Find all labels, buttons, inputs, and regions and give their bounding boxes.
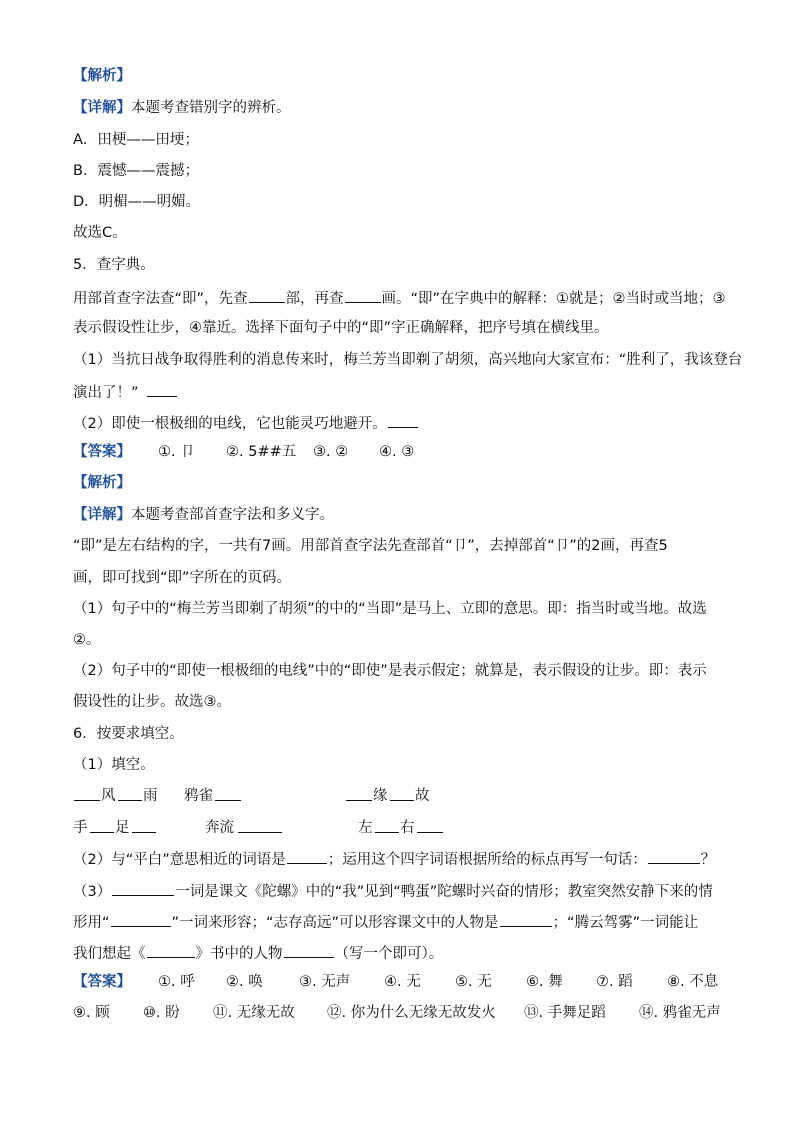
option-d: D．明楣——明媚。 xyxy=(73,194,201,210)
blank-s2[interactable] xyxy=(388,412,418,428)
option-b: B．震憾——震撼； xyxy=(73,163,199,179)
q6-sub3-g: 》书中的人物 xyxy=(195,946,283,962)
blank-sub2-word[interactable] xyxy=(287,848,327,864)
q5-line1-b: 部，再查 xyxy=(285,291,344,307)
blank-r2-3[interactable] xyxy=(238,817,282,833)
q6-answer-9: ⑨. 顾 xyxy=(73,1005,110,1021)
q5-sentence1-b-line xyxy=(73,381,178,403)
blank-s1[interactable] xyxy=(147,381,177,397)
blank-sub3-3[interactable] xyxy=(500,911,552,927)
q6-answer-4: ④. 无 xyxy=(384,974,421,990)
r1-c1: 风 xyxy=(101,788,116,804)
blank-r1-2[interactable] xyxy=(118,785,142,801)
q5-sentence2-line xyxy=(73,412,419,434)
q6-answer-11: ⑪. 无缘无故 xyxy=(213,1005,295,1021)
q6-title: 6．按要求填空。 xyxy=(73,726,184,742)
q6-answer-13: ⑬. 手舞足蹈 xyxy=(524,1005,606,1021)
q5-line2: 表示假设性让步，④靠近。选择下面句子中的“即”字正确解释，把序号填在横线里。 xyxy=(73,320,609,336)
detail-line xyxy=(73,98,291,118)
q6-answer-10: ⑩. 盼 xyxy=(143,1005,180,1021)
blank-radical[interactable] xyxy=(249,287,285,303)
q6-answer-8: ⑧. 不息 xyxy=(667,974,719,990)
blank-strokes[interactable] xyxy=(345,287,381,303)
q5-answer-label: 【答案】 xyxy=(73,444,131,460)
q5-detail-label: 【详解】 xyxy=(73,507,131,523)
conclusion: 故选C。 xyxy=(73,225,127,241)
q6-answer-label: 【答案】 xyxy=(73,974,131,990)
q6-sub3-b: 一词是课文《陀螺》中的“我”见到“鸭蛋”陀螺时兴奋的情形；教室突然安静下来的情 xyxy=(175,884,713,900)
r1-c4: 缘 xyxy=(373,788,388,804)
q6-sub2-c: ？ xyxy=(700,852,716,868)
q5-p3: （1）句子中的“梅兰芳当即剃了胡须”的中的“当即”是马上、立即的意思。即：指当时或当地。故选 xyxy=(73,601,707,617)
blank-r2-2[interactable] xyxy=(132,817,156,833)
q6-answer-7: ⑦. 蹈 xyxy=(596,974,633,990)
q6-sub3-line2 xyxy=(73,911,698,933)
blank-sub3-5[interactable] xyxy=(284,942,334,958)
detail-label: 【详解】 xyxy=(73,100,131,116)
blank-sub3-1[interactable] xyxy=(112,880,174,896)
blank-r2-1[interactable] xyxy=(90,817,114,833)
q6-sub3-line3 xyxy=(73,942,443,964)
r1-c2: 雨 xyxy=(143,788,158,804)
q5-sentence2: （2）即使一根极细的电线，它也能灵巧地避开。 xyxy=(73,416,387,432)
analysis-label: 【解析】 xyxy=(73,68,131,84)
q6-sub3-c: 形用“ xyxy=(73,915,110,931)
q6-sub3-f: 我们想起《 xyxy=(73,946,146,962)
blank-r2-4[interactable] xyxy=(375,817,399,833)
q5-answer-3: ③. ② xyxy=(313,444,349,460)
q5-detail-text: 本题考查部首查字法和多义字。 xyxy=(131,507,334,523)
q6-sub3-line1 xyxy=(73,880,713,902)
q6-answer-5: ⑤. 无 xyxy=(455,974,492,990)
q5-sentence1-b: 演出了！” xyxy=(73,385,139,401)
q6-answer-1: ①. 呼 xyxy=(158,974,195,990)
option-a: A．田梗——田埂； xyxy=(73,132,199,148)
q5-sentence1-a: （1）当抗日战争取得胜利的消息传来时，梅兰芳当即剃了胡须，高兴地向大家宣布：“胜利了，我该登台 xyxy=(73,352,743,368)
q5-line1 xyxy=(73,287,726,309)
detail-text: 本题考查错别字的辨析。 xyxy=(131,100,291,116)
q5-answer-1: ①. 卩 xyxy=(158,444,195,460)
r2-c5: 右 xyxy=(400,820,415,836)
q6-sub2 xyxy=(73,848,715,870)
blank-sub2-sentence[interactable] xyxy=(648,848,700,864)
blank-r1-5[interactable] xyxy=(390,785,414,801)
r2-c3: 奔流 xyxy=(205,820,234,836)
blank-r1-1[interactable] xyxy=(74,785,100,801)
r1-c5: 故 xyxy=(415,788,430,804)
q6-sub1: （1）填空。 xyxy=(73,757,155,773)
blank-sub3-2[interactable] xyxy=(111,911,171,927)
q6-answer-3: ③. 无声 xyxy=(299,974,351,990)
q5-title: 5．查字典。 xyxy=(73,257,155,273)
q6-sub3-h: （写一个即可）。 xyxy=(334,946,444,962)
q5-line1-c: 画。“即”在字典中的解释：①就是；②当时或当地；③ xyxy=(381,291,726,307)
q5-p4: ②。 xyxy=(73,632,101,648)
blank-sub3-4[interactable] xyxy=(147,942,195,958)
q5-detail-line xyxy=(73,505,334,525)
q5-line1-a: 用部首查字法查“即”，先查 xyxy=(73,291,248,307)
q5-p5: （2）句子中的“即使一根极细的电线”中的“即使”是表示假定；就算是，表示假设的让步。即：表示 xyxy=(73,663,707,679)
q5-answer-2: ②. 5##五 xyxy=(226,444,297,460)
q6-sub3-e: ；“腾云驾雾”一词能让 xyxy=(552,915,699,931)
blank-r1-3[interactable] xyxy=(215,785,241,801)
r2-c4: 左 xyxy=(358,820,373,836)
q6-sub3-a: （3） xyxy=(73,884,112,900)
q6-answer-2: ②. 唤 xyxy=(226,974,263,990)
blank-r1-4[interactable] xyxy=(346,785,372,801)
q6-sub2-b: ；运用这个四字词语根据所给的标点再写一句话： xyxy=(327,852,647,868)
r2-c1: 手 xyxy=(73,820,88,836)
q5-p6: 假设性的让步。故选③。 xyxy=(73,694,231,710)
q5-p1: “即”是左右结构的字，一共有7画。用部首查字法先查部首“卩”，去掉部首“卩”的2画，再查5 xyxy=(73,538,668,554)
blank-r2-5[interactable] xyxy=(417,817,443,833)
q5-analysis-label: 【解析】 xyxy=(73,475,131,491)
q6-sub2-a: （2）与“平白”意思相近的词语是 xyxy=(73,852,286,868)
q5-p2: 画，即可找到“即”字所在的页码。 xyxy=(73,570,292,586)
q6-answer-6: ⑥. 舞 xyxy=(526,974,563,990)
r2-c2: 足 xyxy=(115,820,130,836)
q5-answer-4: ④. ③ xyxy=(379,444,415,460)
q6-answer-14: ⑭. 鸦雀无声 xyxy=(639,1005,721,1021)
q6-answer-12: ⑫. 你为什么无缘无故发火 xyxy=(327,1005,496,1021)
q6-sub3-d: ”一词来形容；“志存高远”可以形容课文中的人物是 xyxy=(171,915,499,931)
r1-c3: 鸦雀 xyxy=(184,788,213,804)
